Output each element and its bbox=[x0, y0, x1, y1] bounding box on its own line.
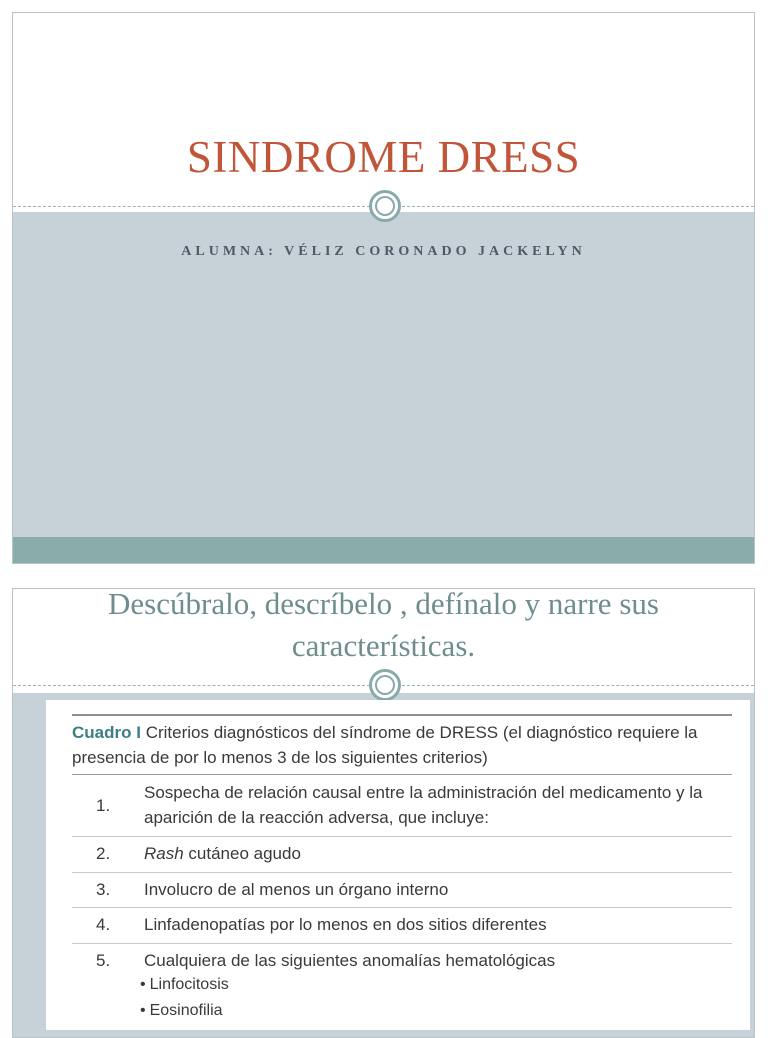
row-rule bbox=[72, 872, 732, 873]
row-text: Involucro de al menos un órgano interno bbox=[144, 880, 449, 899]
row-number: 5. bbox=[96, 951, 111, 970]
row-rule bbox=[72, 836, 732, 837]
slide-title: SINDROME DRESS bbox=[186, 132, 581, 182]
circle-ornament-icon bbox=[369, 190, 401, 222]
bullet-item: • Linfocitosis bbox=[140, 976, 229, 994]
table-header-rule bbox=[72, 774, 732, 775]
row-number: 4. bbox=[96, 915, 111, 934]
table-row bbox=[72, 780, 732, 832]
table-top-rule bbox=[72, 714, 732, 716]
slide-subtitle: ALUMNA: VÉLIZ CORONADO JACKELYN bbox=[181, 244, 586, 259]
row-text: Sospecha de relación causal entre la administración del medicamento y la aparición de la reacción adversa, que incluye: bbox=[144, 783, 703, 827]
row-text: Cualquiera de las siguientes anomalías hematológicas bbox=[144, 951, 556, 970]
slide2-title: Descúbralo, descríbelo , defínalo y narre sus características. bbox=[108, 588, 659, 663]
subtitle-band bbox=[13, 212, 754, 537]
table-caption bbox=[72, 720, 742, 770]
title-slide bbox=[12, 12, 755, 564]
row-text: Rash cutáneo agudo bbox=[144, 844, 301, 863]
criteria-table bbox=[46, 700, 750, 1030]
table-caption-label: Cuadro I bbox=[72, 723, 141, 742]
row-number: 1. bbox=[96, 796, 111, 815]
bullet-item: • Eosinofilia bbox=[140, 1002, 223, 1020]
footer-band bbox=[13, 537, 754, 564]
row-text: Linfadenopatías por lo menos en dos sitios diferentes bbox=[144, 915, 547, 934]
table-caption-text: Criterios diagnósticos del síndrome de DRESS (el diagnóstico requiere la presencia de por lo menos 3 de los siguientes criterios) bbox=[72, 723, 698, 767]
row-number: 2. bbox=[96, 844, 111, 863]
row-number: 3. bbox=[96, 880, 111, 899]
row-rule bbox=[72, 907, 732, 908]
row-rule bbox=[72, 943, 732, 944]
circle-ornament-icon bbox=[369, 669, 401, 701]
title-area bbox=[13, 13, 754, 206]
